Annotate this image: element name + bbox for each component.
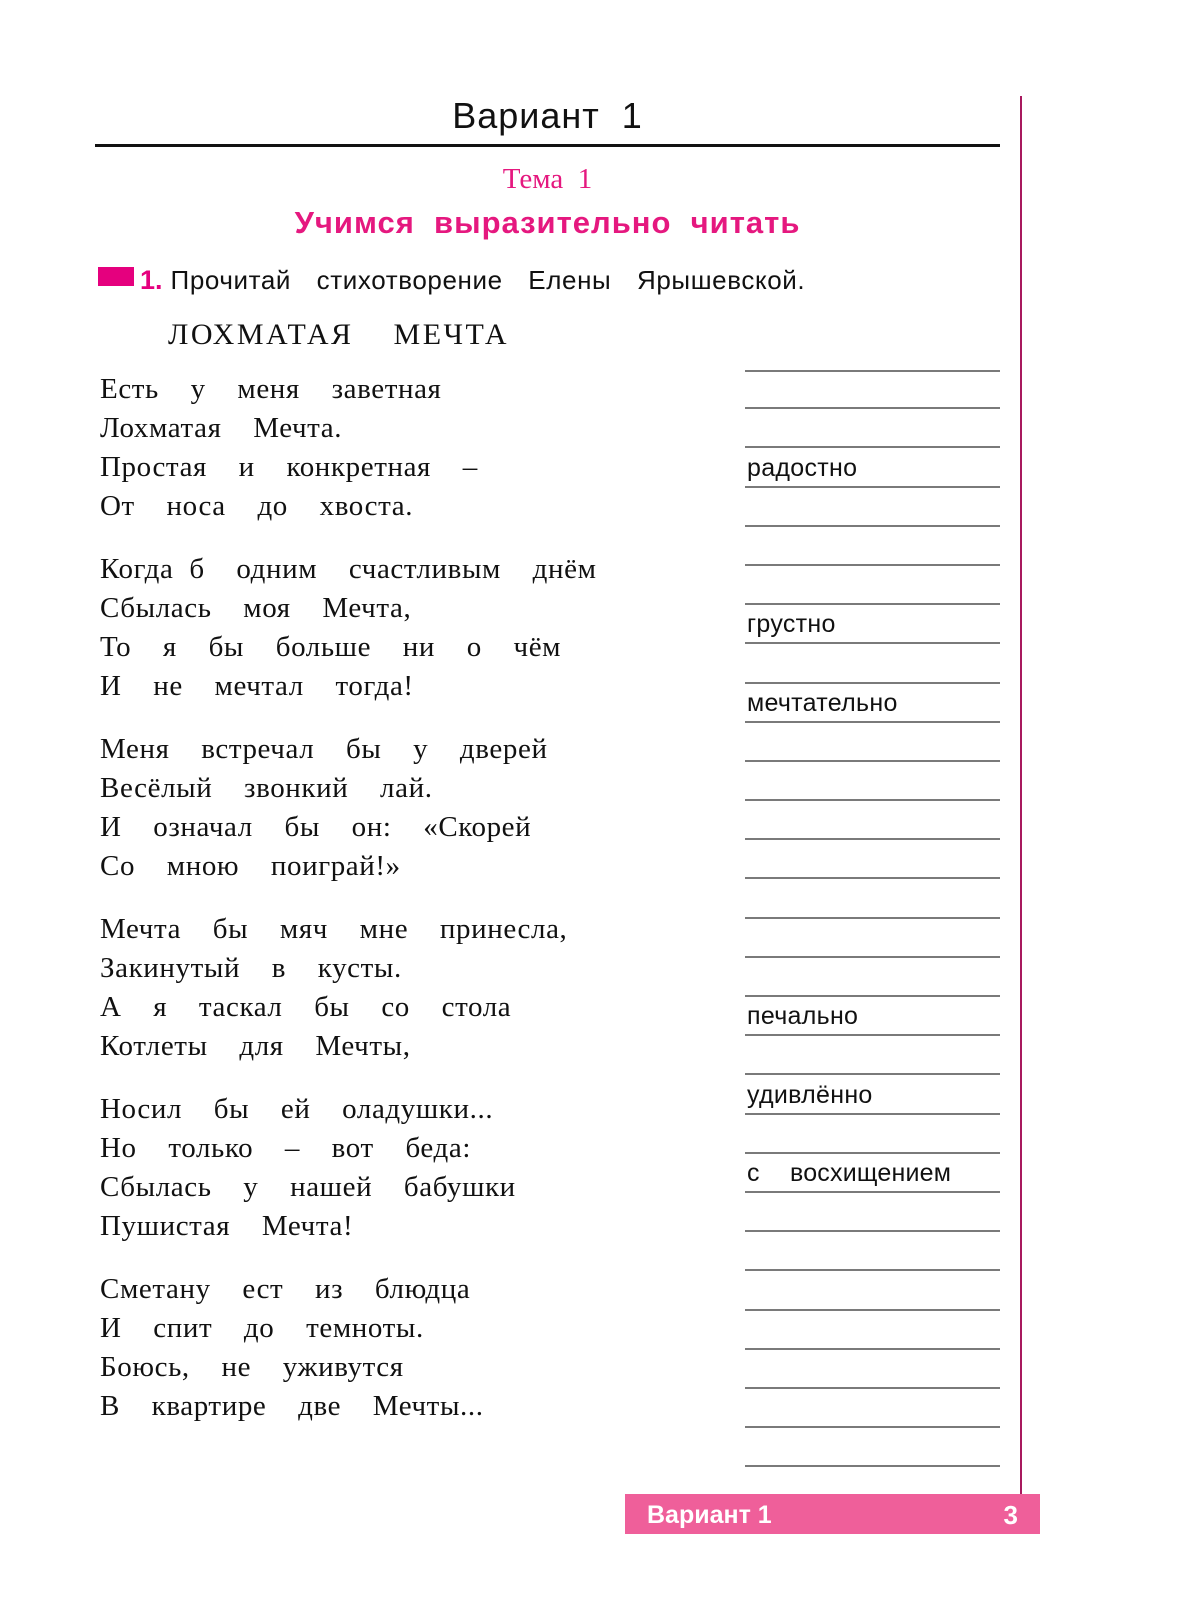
page-edge-rule [1020, 96, 1022, 1504]
answer-line-row[interactable] [745, 840, 1000, 879]
answer-line-row[interactable] [745, 1311, 1000, 1350]
poem-line: И не мечтал тогда! [100, 670, 414, 702]
answer-word: мечтательно [747, 688, 898, 717]
answer-line-row[interactable] [745, 1271, 1000, 1310]
answer-line-row[interactable] [745, 566, 1000, 605]
header-divider [95, 144, 1000, 147]
task-1 [98, 265, 805, 296]
answer-line-row[interactable] [745, 879, 1000, 918]
poem-stanza [100, 550, 720, 706]
task-bullet-icon [98, 267, 134, 286]
poem-stanza [100, 1270, 720, 1426]
task-instruction: Прочитай стихотворение Елены Ярышевской. [170, 265, 806, 295]
answer-word: с восхищением [747, 1158, 952, 1187]
poem-line: И спит до темноты. [100, 1312, 424, 1344]
answer-word: печально [747, 1002, 859, 1031]
page-number: 3 [1003, 1500, 1018, 1530]
answer-line-row[interactable] [745, 1075, 1000, 1114]
poem-stanza [100, 730, 720, 886]
answer-line-row[interactable] [745, 1232, 1000, 1271]
answer-word: грустно [747, 610, 836, 639]
poem-title: ЛОХМАТАЯ МЕЧТА [168, 318, 510, 351]
poem-stanza [100, 370, 720, 526]
page-title: Вариант 1 [452, 95, 643, 136]
answer-line-row[interactable] [745, 1115, 1000, 1154]
answer-line-row[interactable] [745, 1350, 1000, 1389]
answer-line-row[interactable] [745, 527, 1000, 566]
poem [100, 318, 720, 1450]
answer-line-row[interactable] [745, 644, 1000, 683]
poem-line: Лохматая Мечта. [100, 412, 343, 444]
poem-line: Со мною поиграй!» [100, 850, 401, 882]
poem-line: Сбылась моя Мечта, [100, 592, 412, 624]
poem-line: Закинутый в кусты. [100, 952, 402, 984]
poem-line: Есть у меня заветная [100, 373, 442, 405]
answer-line-row[interactable] [745, 1154, 1000, 1193]
footer-variant-label: Вариант 1 [647, 1501, 772, 1529]
poem-line: То я бы больше ни о чём [100, 631, 562, 663]
poem-line: От носа до хвоста. [100, 490, 414, 522]
answer-line-row[interactable] [745, 684, 1000, 723]
answer-line-row[interactable] [745, 448, 1000, 487]
poem-line: Носил бы ей оладушки... [100, 1093, 494, 1125]
answer-lines-column [745, 370, 1000, 1480]
poem-stanza [100, 910, 720, 1066]
poem-line: И означал бы он: «Скорей [100, 811, 532, 843]
answer-line-row[interactable] [745, 762, 1000, 801]
answer-line-row[interactable] [745, 409, 1000, 448]
poem-stanza [100, 1090, 720, 1246]
poem-line: А я таскал бы со стола [100, 991, 512, 1023]
answer-line-row[interactable] [745, 370, 1000, 409]
poem-line: Сметану ест из блюдца [100, 1273, 471, 1305]
footer-band [625, 1494, 1040, 1534]
answer-line-row[interactable] [745, 723, 1000, 762]
poem-line: Простая и конкретная – [100, 451, 478, 483]
answer-word: радостно [747, 453, 858, 482]
answer-line-row[interactable] [745, 997, 1000, 1036]
answer-line-row[interactable] [745, 958, 1000, 997]
answer-word: удивлённо [747, 1080, 873, 1109]
answer-line-row[interactable] [745, 919, 1000, 958]
poem-line: Весёлый звонкий лай. [100, 772, 433, 804]
answer-line-row[interactable] [745, 1036, 1000, 1075]
answer-line-row[interactable] [745, 488, 1000, 527]
task-number: 1. [140, 265, 163, 295]
poem-line: Котлеты для Мечты, [100, 1030, 411, 1062]
answer-line-row[interactable] [745, 605, 1000, 644]
poem-line: Боюсь, не уживутся [100, 1351, 404, 1383]
poem-line: В квартире две Мечты... [100, 1390, 484, 1422]
answer-line-row[interactable] [745, 1428, 1000, 1467]
poem-line: Когда б одним счастливым днём [100, 553, 597, 585]
poem-line: Меня встречал бы у дверей [100, 733, 548, 765]
poem-line: Сбылась у нашей бабушки [100, 1171, 516, 1203]
theme-heading: Учимся выразительно читать [294, 205, 801, 240]
theme-label: Тема 1 [502, 163, 593, 195]
poem-line: Но только – вот беда: [100, 1132, 471, 1164]
answer-line-row[interactable] [745, 1389, 1000, 1428]
answer-line-row[interactable] [745, 1193, 1000, 1232]
poem-line: Пушистая Мечта! [100, 1210, 354, 1242]
poem-line: Мечта бы мяч мне принесла, [100, 913, 568, 945]
answer-line-row[interactable] [745, 801, 1000, 840]
